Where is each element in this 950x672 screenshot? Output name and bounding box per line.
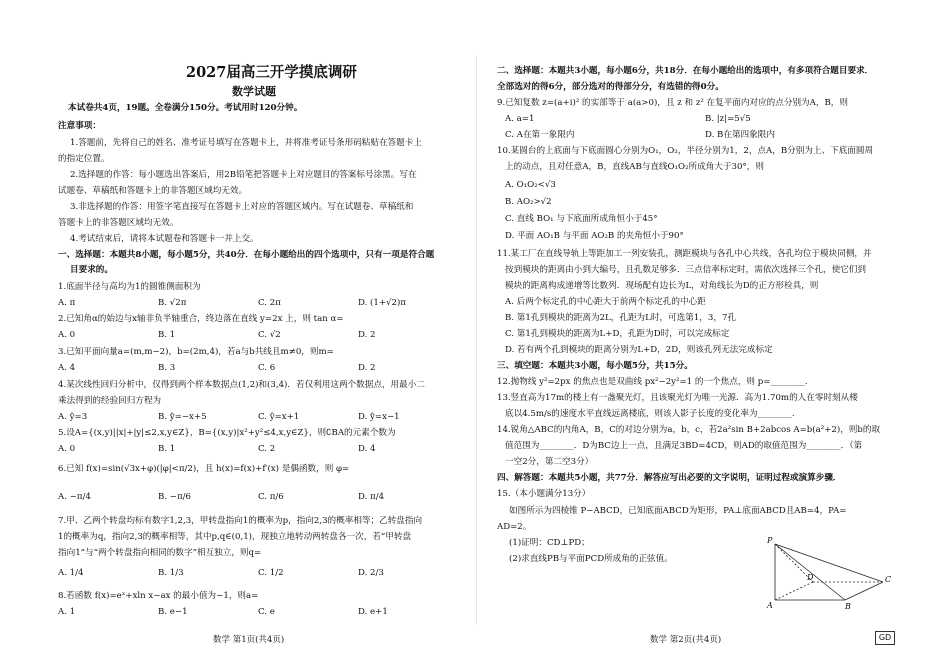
option-d: D. e+1 [358, 607, 388, 617]
option-a: A. 1 [58, 607, 76, 617]
option-b: B. −π/6 [158, 492, 191, 502]
option-c: C. √2 [258, 330, 281, 340]
question-stem: 值范围为________．D为BC边上一点，且满足3BD=4CD，则AD的取值范围为________．（第 [505, 441, 863, 451]
question-stem: 9.已知复数 z=(a+i)² 的实部等于 a(a>0)，且 z 和 z² 在复平面内对应的点分别为A，B，则 [497, 98, 848, 108]
question-stem: 14.锐角△ABC的内角A，B，C的对边分别为a，b，c，若2a²sin B+2abcos A=b(a²+2)，则b的取 [497, 425, 881, 435]
option-c: C. 直线 BO₁ 与下底面所成角恒小于45° [505, 214, 658, 224]
question-stem: 模块的距离构成递增等比数列．现场配有边长为L，对角线长为D的正方形检具，则 [505, 281, 819, 291]
option-d: D. 2 [358, 363, 376, 373]
question-stem: 11.某工厂在直线导轨上等距加工一列安装孔，测距模块与各孔中心共线，各孔均位于模块同侧，并 [497, 249, 872, 259]
notice-heading: 注意事项： [58, 121, 101, 131]
option-d: D. 4 [358, 444, 376, 454]
page-footer-right: 数学 第2页(共4页) [650, 635, 722, 645]
option-a: A. π [58, 298, 76, 308]
option-c: C. 2 [258, 444, 276, 454]
question-stem: 乘法得到的经验回归方程为 [58, 396, 162, 406]
vertex-label-p: P [767, 536, 773, 545]
option-b: B. 1/3 [158, 568, 184, 578]
option-c: C. π/6 [258, 492, 284, 502]
question-stem: 一空2分，第二空3分） [505, 457, 594, 467]
edge-ad [775, 582, 813, 600]
question-stem: 6.已知 f(x)=sin(√3x+φ)(|φ|<π/2)，且 h(x)=f(x)+f′(x) 是偶函数，则 φ= [58, 464, 350, 474]
option-c: C. 6 [258, 363, 276, 373]
section-heading: 全部选对的得6分，部分选对的得部分分，有选错的得0分。 [497, 82, 724, 92]
corner-badge: GD [875, 631, 895, 645]
option-b: B. √2π [158, 298, 187, 308]
edge-pb [775, 544, 845, 600]
question-stem: 如图所示为四棱锥 P−ABCD，已知底面ABCD为矩形，PA⊥底面ABCD且AB=4，PA= [509, 506, 847, 516]
option-b: B. ŷ=−x+5 [158, 412, 207, 422]
pyramid-figure [765, 530, 895, 610]
question-stem: AD=2。 [497, 522, 532, 532]
option-c: C. 2π [258, 298, 281, 308]
question-stem: 7.甲、乙两个转盘均标有数字1,2,3，甲转盘指向1的概率为p，指向2,3的概率相等；乙转盘指向 [58, 516, 423, 526]
notice-item: 试题卷、草稿纸和答题卡上的非答题区域均无效。 [58, 186, 248, 196]
option-c: C. A在第一象限内 [505, 130, 575, 140]
question-stem: 1的概率为q，指向2,3的概率相等，其中p,q∈(0,1)，现独立地转动两转盘各一次，若“甲转盘 [58, 532, 412, 542]
question-stem: 3.已知平面向量a=(m,m−2)，b=(2m,4)，若a与b共线且m≠0，则m= [58, 347, 334, 357]
question-stem: 底以4.5m/s的速度水平直线远离楼底，则该人影子长度的变化率为________. [505, 409, 795, 419]
edge-pc [775, 544, 883, 582]
question-stem: 5.设A={(x,y)||x|+|y|≤2,x,y∈Z}，B={(x,y)|x²+y²≤4,x,y∈Z}，则∁BA的元素个数为 [58, 428, 396, 438]
vertex-label-b: B [845, 602, 851, 610]
option-a: A. a=1 [505, 114, 535, 124]
question-stem: 按到模块的距离由小到大编号，且孔数足够多．三点信率标定时，需依次选择三个孔，使它们到 [505, 265, 866, 275]
option-c: C. ŷ=x+1 [258, 412, 300, 422]
option-d: D. 平面 AO₁B 与平面 AO₂B 的夹角恒小于90° [505, 231, 684, 241]
option-c: C. e [258, 607, 275, 617]
exam-info: 本试卷共4页，19题。全卷满分150分。考试用时120分钟。 [68, 103, 303, 113]
option-b: B. |z|=5√5 [705, 114, 751, 124]
exam-subtitle: 数学试题 [232, 85, 276, 98]
vertex-label-a: A [767, 601, 773, 610]
option-a: A. 4 [58, 363, 76, 373]
column-divider [476, 55, 477, 625]
notice-item: 4.考试结束后，请将本试题卷和答题卡一并上交。 [70, 234, 259, 244]
vertex-label-c: C [885, 575, 892, 584]
vertex-label-d: D [807, 573, 814, 582]
option-b: B. e−1 [158, 607, 188, 617]
question-stem: 2.已知角α的始边与x轴非负半轴重合，终边落在直线 y=2x 上，则 tan α= [58, 314, 344, 324]
notice-item: 1.答题前，先将自己的姓名、准考证号填写在答题卡上，并将准考证号条形码粘贴在答题卡上 [70, 138, 422, 148]
exam-title: 2027届高三开学摸底调研 [186, 64, 357, 81]
option-d: D. 若有两个孔到模块的距离分别为L+D，2D，则该孔列无法完成标定 [505, 345, 773, 355]
option-b: B. 第1孔到模块的距离为2L，孔距为L时，可选第1，3，7孔 [505, 313, 736, 323]
option-b: B. 1 [158, 444, 176, 454]
question-stem: 13.竖直高为17m的楼上有一盏聚光灯，且该聚光灯为唯一光源．高为1.70m的人在零时刻从楼 [497, 393, 858, 403]
option-d: D. 2/3 [358, 568, 384, 578]
question-stem: 1.底面半径与高均为1的圆锥侧面积为 [58, 282, 201, 292]
question-part: (2)求直线PB与平面PCD所成角的正弦值。 [509, 554, 673, 564]
option-a: A. ŷ=3 [58, 412, 88, 422]
question-stem: 8.若函数 f(x)=eˣ+xln x−ax 的最小值为−1，则a= [58, 591, 259, 601]
question-stem: 12.抛物线 y²=2px 的焦点也是双曲线 px²−2y²=1 的一个焦点，则 p=________. [497, 377, 808, 387]
section-heading: 目要求的。 [70, 265, 113, 275]
option-b: B. 3 [158, 363, 176, 373]
notice-item: 答题卡上的非答题区域均无效。 [58, 218, 179, 228]
page-footer-left: 数学 第1页(共4页) [213, 635, 285, 645]
question-part: (1)证明：CD⊥PD； [509, 538, 590, 548]
question-stem: 上的动点，且对任意A，B，直线AB与直线O₁O₂所成角大于30°，则 [505, 162, 764, 172]
option-c: C. 1/2 [258, 568, 284, 578]
option-a: A. 后两个标定孔的中心距大于前两个标定孔的中心距 [505, 297, 706, 307]
notice-item: 3.非选择题的作答：用签字笔直接写在答题卡上对应的答题区域内。写在试题卷、草稿纸和 [70, 202, 414, 212]
section-heading: 三、填空题：本题共3小题，每小题5分，共15分。 [497, 361, 693, 371]
option-d: D. (1+√2)π [358, 298, 407, 308]
notice-item: 的指定位置。 [58, 154, 110, 164]
option-b: B. 1 [158, 330, 176, 340]
option-a: A. O₁O₂<√3 [505, 180, 556, 190]
option-a: A. 0 [58, 444, 76, 454]
question-heading: 15.（本小题满分13分） [497, 489, 591, 499]
option-c: C. 第1孔到模块的距离为L+D，孔距为D时，可以完成标定 [505, 329, 730, 339]
section-heading: 二、选择题：本题共3小题，每小题6分，共18分．在每小题给出的选项中，有多项符合题目要求． [497, 66, 874, 76]
question-stem: 指向1”与“两个转盘指向相同的数字”相互独立，则q= [58, 548, 262, 558]
option-b: B. AO₂>√2 [505, 197, 552, 207]
edge-bc [845, 582, 883, 600]
option-a: A. 1/4 [58, 568, 84, 578]
option-d: D. π/4 [358, 492, 385, 502]
notice-item: 2.选择题的作答：每小题选出答案后，用2B铅笔把答题卡上对应题目的答案标号涂黑。写在 [70, 170, 417, 180]
question-stem: 4.某次线性回归分析中，仅得到两个样本数据点(1,2)和(3,4)．若仅利用这两个数据点，用最小二 [58, 380, 425, 390]
option-d: D. ŷ=x−1 [358, 412, 400, 422]
question-stem: 10.某圆台的上底面与下底面圆心分别为O₁，O₂，半径分别为1，2，点A，B分别为上、下底面圆周 [497, 146, 874, 156]
option-d: D. 2 [358, 330, 376, 340]
option-d: D. B在第四象限内 [705, 130, 775, 140]
option-a: A. −π/4 [58, 492, 91, 502]
section-heading: 一、选择题：本题共8小题，每小题5分，共40分．在每小题给出的四个选项中，只有一项是符合题 [58, 250, 435, 260]
section-heading: 四、解答题：本题共5小题，共77分．解答应写出必要的文字说明，证明过程或演算步骤． [497, 473, 842, 483]
option-a: A. 0 [58, 330, 76, 340]
